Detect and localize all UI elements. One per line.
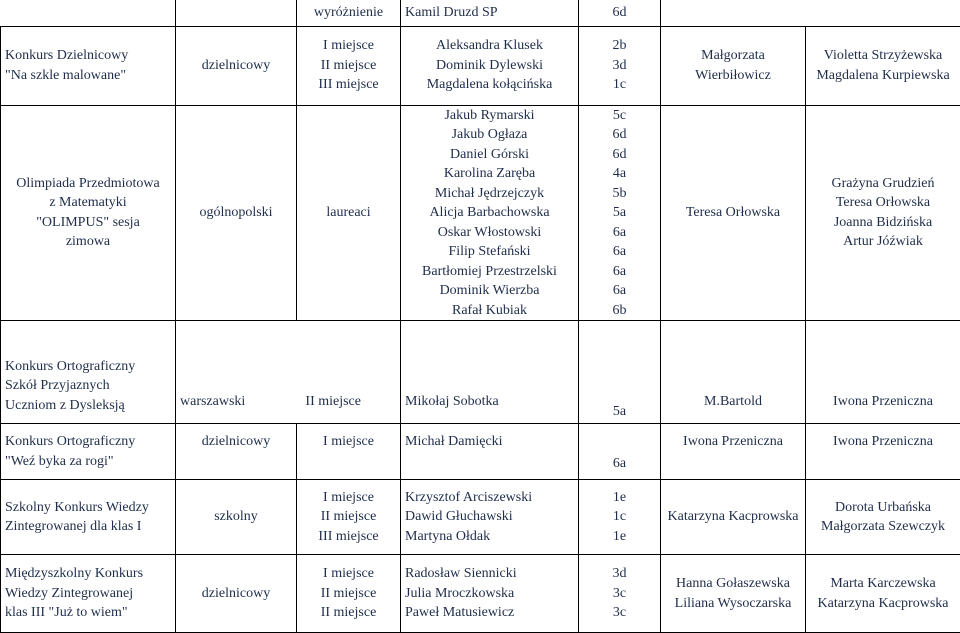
class-text: 6a xyxy=(583,281,656,301)
class-text: 5a xyxy=(583,203,656,223)
competition-cell xyxy=(1,424,176,480)
level-text: dzielnicowy xyxy=(202,586,270,601)
level-text: warszawski xyxy=(180,392,245,412)
student-cell xyxy=(401,26,579,105)
table-row xyxy=(1,0,960,26)
student-name: Alicja Barbachowska xyxy=(405,203,574,223)
student-name: Jakub Ogłaza xyxy=(405,125,574,145)
place-text: laureaci xyxy=(326,205,370,220)
student-name: Paweł Matusiewicz xyxy=(405,603,574,623)
table-row xyxy=(1,321,960,424)
other-name: Violetta Strzyżewska xyxy=(810,46,956,66)
place-text: II miejsce xyxy=(301,584,396,604)
student-name: Julia Mroczkowska xyxy=(405,584,574,604)
level-place-cell xyxy=(176,321,401,424)
class-text: 6a xyxy=(583,242,656,262)
level-cell xyxy=(176,555,297,633)
other-name: Grażyna Grudzień xyxy=(810,174,956,194)
others-cell xyxy=(806,321,960,424)
level-text: dzielnicowy xyxy=(202,58,270,73)
place-text: III miejsce xyxy=(301,527,396,547)
student-name: Daniel Górski xyxy=(405,145,574,165)
student-name: Krzysztof Arciszewski xyxy=(405,488,574,508)
class-text: 3d xyxy=(583,56,656,76)
class-cell xyxy=(579,424,661,480)
others-cell xyxy=(806,105,960,321)
student-cell xyxy=(401,555,579,633)
empty-cell xyxy=(1,0,176,26)
student-cell xyxy=(401,480,579,555)
level-text: szkolny xyxy=(214,509,258,524)
competition-line: Konkurs Ortograficzny xyxy=(5,432,171,452)
competition-line: Zintegrowanej dla klas I xyxy=(5,517,171,537)
level-cell xyxy=(176,480,297,555)
student-name: Karolina Zaręba xyxy=(405,164,574,184)
student-name: Jakub Rymarski xyxy=(405,106,574,126)
student-name: Michał Jędrzejczyk xyxy=(405,184,574,204)
empty-cell xyxy=(176,0,297,26)
place-text: I miejsce xyxy=(301,564,396,584)
class-text: 1e xyxy=(583,488,656,508)
other-name: Artur Jóźwiak xyxy=(810,232,956,252)
class-cell xyxy=(579,105,661,321)
student-name: Radosław Siennicki xyxy=(405,564,574,584)
student-name: Martyna Ołdak xyxy=(405,527,574,547)
others-cell xyxy=(806,424,960,480)
competition-line: Uczniom z Dysleksją xyxy=(5,396,171,416)
competition-line: "OLIMPUS" sesja xyxy=(5,213,171,233)
student-name: Oskar Włostowski xyxy=(405,223,574,243)
student-name: Kamil Druzd SP xyxy=(405,5,498,20)
teacher-name: Małgorzata xyxy=(665,46,801,66)
class-text: 1c xyxy=(583,507,656,527)
others-cell xyxy=(806,480,960,555)
place-cell xyxy=(297,26,401,105)
student-name: Mikołaj Sobotka xyxy=(405,394,499,409)
place-text: wyróżnienie xyxy=(314,5,383,20)
place-text: II miejsce xyxy=(301,603,396,623)
student-name: Bartłomiej Przestrzelski xyxy=(405,262,574,282)
class-text: 5a xyxy=(613,404,626,419)
teacher-cell xyxy=(661,105,806,321)
student-cell xyxy=(401,321,579,424)
teacher-name: Hanna Gołaszewska xyxy=(665,574,801,594)
class-cell xyxy=(579,321,661,424)
competition-line: Międzyszkolny Konkurs xyxy=(5,564,171,584)
competition-line: zimowa xyxy=(5,232,171,252)
teacher-cell xyxy=(661,555,806,633)
place-text: I miejsce xyxy=(301,488,396,508)
level-cell xyxy=(176,105,297,321)
class-text: 1c xyxy=(583,75,656,95)
class-text: 1e xyxy=(583,527,656,547)
student-name: Magdalena kołącińska xyxy=(405,75,574,95)
competition-cell xyxy=(1,321,176,424)
competition-line: Olimpiada Przedmiotowa xyxy=(5,174,171,194)
other-name: Marta Karczewska xyxy=(810,574,956,594)
level-text: ogólnopolski xyxy=(199,205,272,220)
level-cell xyxy=(176,424,297,480)
competition-line: Wiedzy Zintegrowanej xyxy=(5,584,171,604)
table-row xyxy=(1,105,960,321)
place-text: I miejsce xyxy=(301,36,396,56)
teacher-name: Liliana Wysoczarska xyxy=(665,594,801,614)
place-text: III miejsce xyxy=(301,75,396,95)
teacher-name: M.Bartold xyxy=(704,394,762,409)
other-name: Iwona Przeniczna xyxy=(833,434,933,449)
competition-line: "Na szkle malowane" xyxy=(5,66,171,86)
competition-line: Szkolny Konkurs Wiedzy xyxy=(5,498,171,518)
other-name: Katarzyna Kacprowska xyxy=(810,594,956,614)
others-cell xyxy=(806,26,960,105)
class-text: 6a xyxy=(583,262,656,282)
place-cell xyxy=(297,555,401,633)
competition-cell xyxy=(1,555,176,633)
class-text: 3c xyxy=(583,584,656,604)
teacher-name: Wierbiłowicz xyxy=(665,66,801,86)
competition-cell xyxy=(1,26,176,105)
student-name: Michał Damięcki xyxy=(405,434,503,449)
competition-cell xyxy=(1,480,176,555)
place-text: II miejsce xyxy=(305,392,361,412)
other-name: Teresa Orłowska xyxy=(810,193,956,213)
table-row xyxy=(1,480,960,555)
empty-cell xyxy=(806,0,960,26)
student-name: Rafał Kubiak xyxy=(405,301,574,321)
class-text: 6d xyxy=(613,5,627,20)
class-text: 5c xyxy=(583,106,656,126)
student-name: Dominik Wierzba xyxy=(405,281,574,301)
class-text: 3d xyxy=(583,564,656,584)
other-name: Dorota Urbańska xyxy=(810,498,956,518)
class-cell xyxy=(579,26,661,105)
student-cell xyxy=(401,105,579,321)
place-text: II miejsce xyxy=(301,56,396,76)
table-row xyxy=(1,26,960,105)
other-name: Joanna Bidzińska xyxy=(810,213,956,233)
student-cell xyxy=(401,424,579,480)
competition-cell xyxy=(1,105,176,321)
class-text: 4a xyxy=(583,164,656,184)
class-cell xyxy=(579,480,661,555)
competition-line: z Matematyki xyxy=(5,193,171,213)
class-text: 6d xyxy=(583,125,656,145)
student-cell xyxy=(401,0,579,26)
teacher-cell xyxy=(661,321,806,424)
place-text: II miejsce xyxy=(301,507,396,527)
other-name: Magdalena Kurpiewska xyxy=(810,66,956,86)
place-cell xyxy=(297,424,401,480)
class-text: 6a xyxy=(613,456,626,471)
level-cell xyxy=(176,26,297,105)
student-name: Filip Stefański xyxy=(405,242,574,262)
class-text: 3c xyxy=(583,603,656,623)
class-text: 6b xyxy=(583,301,656,321)
level-text: dzielnicowy xyxy=(202,434,270,449)
class-text: 6a xyxy=(583,223,656,243)
place-cell xyxy=(297,480,401,555)
teacher-cell xyxy=(661,424,806,480)
teacher-name: Teresa Orłowska xyxy=(686,205,780,220)
others-cell xyxy=(806,555,960,633)
competition-line: "Weź byka za rogi" xyxy=(5,452,171,472)
student-name: Dominik Dylewski xyxy=(405,56,574,76)
competition-line: Szkół Przyjaznych xyxy=(5,376,171,396)
teacher-name: Katarzyna Kacprowska xyxy=(668,509,799,524)
place-cell xyxy=(297,0,401,26)
student-name: Dawid Głuchawski xyxy=(405,507,574,527)
competition-line: Konkurs Dzielnicowy xyxy=(5,46,171,66)
table-row xyxy=(1,555,960,633)
competition-line: klas III "Już to wiem" xyxy=(5,603,171,623)
teacher-name: Iwona Przeniczna xyxy=(683,434,783,449)
teacher-cell xyxy=(661,480,806,555)
class-text: 2b xyxy=(583,36,656,56)
other-name: Iwona Przeniczna xyxy=(833,394,933,409)
other-name: Małgorzata Szewczyk xyxy=(810,517,956,537)
class-text: 5b xyxy=(583,184,656,204)
place-cell xyxy=(297,105,401,321)
class-cell xyxy=(579,0,661,26)
teacher-cell xyxy=(661,26,806,105)
class-cell xyxy=(579,555,661,633)
student-name: Aleksandra Klusek xyxy=(405,36,574,56)
empty-cell xyxy=(661,0,806,26)
place-text: I miejsce xyxy=(323,434,374,449)
competition-line: Konkurs Ortograficzny xyxy=(5,357,171,377)
class-text: 6d xyxy=(583,145,656,165)
table-row xyxy=(1,424,960,480)
